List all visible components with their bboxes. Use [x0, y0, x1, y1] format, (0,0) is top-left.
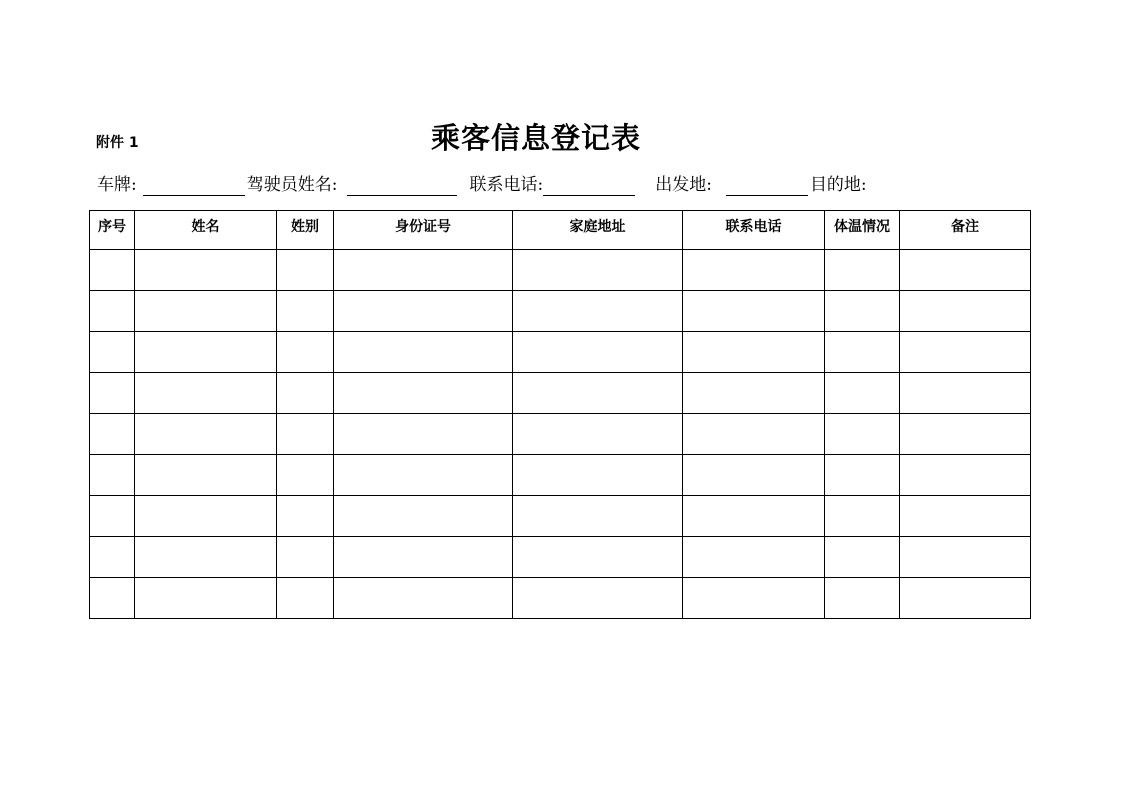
cell-remarks[interactable]: [900, 455, 1031, 496]
page-title: 乘客信息登记表: [430, 121, 641, 155]
cell-index[interactable]: [90, 291, 135, 332]
header-index: 序号: [90, 211, 135, 250]
cell-gender[interactable]: [277, 455, 334, 496]
cell-gender[interactable]: [277, 414, 334, 455]
header-gender: 姓别: [277, 211, 334, 250]
attachment-label: 附件 1: [96, 135, 139, 151]
cell-name[interactable]: [135, 291, 277, 332]
cell-temperature[interactable]: [825, 250, 900, 291]
cell-remarks[interactable]: [900, 250, 1031, 291]
cell-home-address[interactable]: [513, 496, 683, 537]
cell-phone[interactable]: [683, 291, 825, 332]
table-header-row: [90, 211, 1031, 250]
cell-home-address[interactable]: [513, 332, 683, 373]
cell-id-number[interactable]: [334, 250, 513, 291]
cell-gender[interactable]: [277, 332, 334, 373]
cell-index[interactable]: [90, 250, 135, 291]
cell-temperature[interactable]: [825, 578, 900, 619]
cell-id-number[interactable]: [334, 496, 513, 537]
phone-label: 联系电话:: [469, 175, 544, 195]
cell-name[interactable]: [135, 496, 277, 537]
table-row: [90, 496, 1031, 537]
cell-id-number[interactable]: [334, 332, 513, 373]
cell-name[interactable]: [135, 537, 277, 578]
cell-index[interactable]: [90, 414, 135, 455]
cell-phone[interactable]: [683, 496, 825, 537]
cell-home-address[interactable]: [513, 250, 683, 291]
cell-remarks[interactable]: [900, 373, 1031, 414]
origin-blank[interactable]: [726, 176, 808, 196]
table-row: [90, 414, 1031, 455]
cell-temperature[interactable]: [825, 537, 900, 578]
origin-label: 出发地:: [655, 175, 712, 195]
cell-index[interactable]: [90, 578, 135, 619]
header-id-number: 身份证号: [334, 211, 513, 250]
cell-remarks[interactable]: [900, 332, 1031, 373]
cell-name[interactable]: [135, 373, 277, 414]
cell-gender[interactable]: [277, 373, 334, 414]
cell-home-address[interactable]: [513, 414, 683, 455]
table-row: [90, 537, 1031, 578]
cell-home-address[interactable]: [513, 455, 683, 496]
cell-name[interactable]: [135, 414, 277, 455]
cell-phone[interactable]: [683, 373, 825, 414]
driver-blank[interactable]: [347, 176, 457, 196]
cell-gender[interactable]: [277, 496, 334, 537]
passenger-register-table: [89, 210, 1031, 619]
table-row: [90, 578, 1031, 619]
cell-gender[interactable]: [277, 578, 334, 619]
cell-name[interactable]: [135, 578, 277, 619]
cell-gender[interactable]: [277, 537, 334, 578]
cell-index[interactable]: [90, 455, 135, 496]
cell-name[interactable]: [135, 250, 277, 291]
cell-remarks[interactable]: [900, 496, 1031, 537]
header-phone: 联系电话: [683, 211, 825, 250]
cell-phone[interactable]: [683, 537, 825, 578]
table-row: [90, 250, 1031, 291]
cell-phone[interactable]: [683, 455, 825, 496]
cell-temperature[interactable]: [825, 414, 900, 455]
header-remarks: 备注: [900, 211, 1031, 250]
cell-temperature[interactable]: [825, 373, 900, 414]
cell-remarks[interactable]: [900, 414, 1031, 455]
cell-id-number[interactable]: [334, 414, 513, 455]
cell-temperature[interactable]: [825, 455, 900, 496]
cell-temperature[interactable]: [825, 332, 900, 373]
cell-gender[interactable]: [277, 250, 334, 291]
cell-phone[interactable]: [683, 414, 825, 455]
cell-remarks[interactable]: [900, 291, 1031, 332]
header-name: 姓名: [135, 211, 277, 250]
cell-name[interactable]: [135, 332, 277, 373]
cell-index[interactable]: [90, 496, 135, 537]
table-row: [90, 455, 1031, 496]
driver-label: 驾驶员姓名:: [246, 175, 338, 195]
cell-temperature[interactable]: [825, 496, 900, 537]
cell-name[interactable]: [135, 455, 277, 496]
vehicle-info-line: [97, 174, 867, 196]
cell-index[interactable]: [90, 332, 135, 373]
cell-phone[interactable]: [683, 250, 825, 291]
cell-index[interactable]: [90, 373, 135, 414]
cell-home-address[interactable]: [513, 373, 683, 414]
table-row: [90, 332, 1031, 373]
cell-remarks[interactable]: [900, 578, 1031, 619]
cell-temperature[interactable]: [825, 291, 900, 332]
cell-id-number[interactable]: [334, 578, 513, 619]
cell-id-number[interactable]: [334, 455, 513, 496]
cell-gender[interactable]: [277, 291, 334, 332]
plate-blank[interactable]: [143, 176, 245, 196]
cell-home-address[interactable]: [513, 291, 683, 332]
header-home-address: 家庭地址: [513, 211, 683, 250]
plate-label: 车牌:: [97, 175, 137, 195]
table-row: [90, 373, 1031, 414]
cell-id-number[interactable]: [334, 537, 513, 578]
cell-home-address[interactable]: [513, 537, 683, 578]
header-temperature: 体温情况: [825, 211, 900, 250]
cell-id-number[interactable]: [334, 291, 513, 332]
cell-remarks[interactable]: [900, 537, 1031, 578]
cell-phone[interactable]: [683, 578, 825, 619]
destination-label: 目的地:: [809, 175, 867, 195]
cell-id-number[interactable]: [334, 373, 513, 414]
table-body: [90, 250, 1031, 619]
cell-home-address[interactable]: [513, 578, 683, 619]
table-row: [90, 291, 1031, 332]
phone-blank[interactable]: [543, 176, 635, 196]
cell-index[interactable]: [90, 537, 135, 578]
cell-phone[interactable]: [683, 332, 825, 373]
